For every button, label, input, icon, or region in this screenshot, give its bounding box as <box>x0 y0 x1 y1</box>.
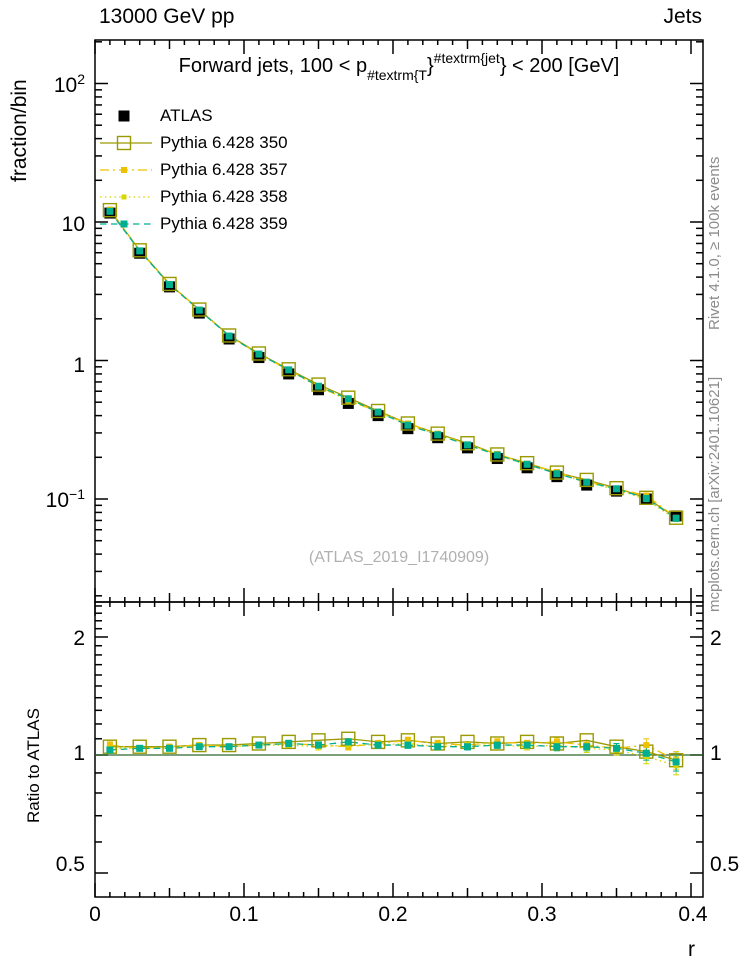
beam-energy-label: 13000 GeV pp <box>99 5 235 28</box>
rivet-version-note: Rivet 4.1.0, ≥ 100k events <box>706 156 723 330</box>
x-tick-label-0p1: 0.1 <box>229 903 259 926</box>
legend-marker-icon <box>121 167 127 173</box>
legend-sample-icon <box>100 189 155 205</box>
mc-data-point <box>553 470 560 477</box>
mc-data-point <box>464 441 471 448</box>
analysis-group-label: Jets <box>663 5 702 28</box>
mc-data-point <box>315 383 322 390</box>
mc-ratio-point <box>464 743 471 750</box>
legend-marker-icon <box>119 110 130 121</box>
legend-item-label: Pythia 6.428 358 <box>160 186 288 206</box>
legend-item-label: ATLAS <box>160 105 213 125</box>
ratio-tick-label-0p5-left: 0.5 <box>55 853 85 876</box>
mc-ratio-point <box>345 738 352 745</box>
mc-ratio-point <box>613 745 620 752</box>
title-brace2: } <box>499 55 507 77</box>
y-tick-label-100: $10^2$ <box>53 71 85 97</box>
legend-item <box>100 129 288 156</box>
mc-data-point <box>285 366 292 373</box>
mc-data-point <box>345 395 352 402</box>
mc-ratio-point <box>494 742 501 749</box>
ratio-panel-frame <box>95 602 703 897</box>
mc-ratio-point <box>643 742 649 748</box>
x-tick-label-0: 0 <box>89 903 101 926</box>
mc-ratio-point <box>583 743 590 750</box>
mc-data-point <box>255 351 262 358</box>
legend-item-label: Pythia 6.428 357 <box>160 159 288 179</box>
mc-ratio-point <box>404 742 411 749</box>
title-brace1: } <box>426 55 434 77</box>
mc-data-point <box>673 515 680 522</box>
mc-data-point <box>136 247 143 254</box>
legend-marker-icon <box>121 220 128 227</box>
x-tick-label-0p3: 0.3 <box>527 903 557 926</box>
mc-data-point <box>643 495 650 502</box>
mc-curve-ratio <box>110 740 676 760</box>
legend-item <box>100 156 288 183</box>
legend-sample-icon <box>100 135 155 151</box>
title-prefix: Forward jets, 100 < p <box>178 55 368 77</box>
mc-ratio-point <box>226 743 233 750</box>
mc-data-point <box>434 431 441 438</box>
mc-data-point <box>494 452 501 459</box>
mc-data-point <box>166 281 173 288</box>
mc-ratio-point <box>285 740 292 747</box>
x-tick-label-0p2: 0.2 <box>378 903 408 926</box>
mc-data-point <box>613 485 620 492</box>
mc-curve-main <box>110 210 676 518</box>
y-tick-label-0p1: $10^{-1}$ <box>45 486 85 512</box>
legend-sample-icon <box>100 162 155 178</box>
mc-curve-main <box>110 210 676 518</box>
title-subscript: #textrm{T <box>367 67 427 83</box>
legend-item-label: Pythia 6.428 350 <box>160 132 288 152</box>
analysis-id-watermark: (ATLAS_2019_I1740909) <box>308 549 490 566</box>
y-axis-title-ratio: Ratio to ATLAS <box>24 708 43 823</box>
y-tick-label-1: 1 <box>73 354 85 377</box>
plot-title <box>95 50 703 83</box>
y-tick-label-10: 10 <box>61 213 85 236</box>
legend-item <box>100 183 288 210</box>
ratio-tick-label-0p5-right: 0.5 <box>710 853 740 876</box>
mc-ratio-point <box>166 745 173 752</box>
title-superscript: #textrm{jet <box>433 50 500 66</box>
mc-ratio-point <box>136 745 143 752</box>
mc-curve-main <box>110 211 676 518</box>
mc-ratio-point <box>315 742 322 749</box>
legend-marker-icon <box>122 194 127 199</box>
mc-data-point <box>375 409 382 416</box>
legend <box>100 102 288 237</box>
mc-ratio-point <box>375 742 382 749</box>
mc-ratio-point <box>643 750 650 757</box>
mc-ratio-point <box>255 742 262 749</box>
mc-data-point <box>226 333 233 340</box>
legend-item <box>100 210 288 237</box>
legend-sample-icon <box>100 216 155 232</box>
legend-item-label: Pythia 6.428 359 <box>160 213 288 233</box>
mc-ratio-point <box>553 743 560 750</box>
mc-ratio-point <box>434 743 441 750</box>
legend-sample-icon <box>100 108 155 124</box>
ratio-tick-label-2-right: 2 <box>710 627 722 650</box>
y-axis-title-main: fraction/bin <box>8 79 31 182</box>
mc-ratio-point <box>524 742 531 749</box>
title-suffix: < 200 [GeV] <box>506 55 620 77</box>
mc-data-point <box>404 422 411 429</box>
mcplots-reference-note: mcplots.cern.ch [arXiv:2401.10621] <box>706 376 723 612</box>
mc-data-point <box>583 479 590 486</box>
mc-data-point <box>196 307 203 314</box>
mc-ratio-point <box>673 758 680 765</box>
ratio-tick-label-2-left: 2 <box>73 627 85 650</box>
mc-data-point <box>524 461 531 468</box>
mc-ratio-point <box>106 746 113 753</box>
ratio-tick-label-1-left: 1 <box>73 742 85 765</box>
mc-ratio-point <box>196 743 203 750</box>
x-tick-label-0p4: 0.4 <box>678 903 708 926</box>
legend-item <box>100 102 288 129</box>
x-axis-title: r <box>688 938 695 961</box>
ratio-tick-label-1-right: 1 <box>710 742 722 765</box>
mc-curve-ratio <box>110 739 676 760</box>
